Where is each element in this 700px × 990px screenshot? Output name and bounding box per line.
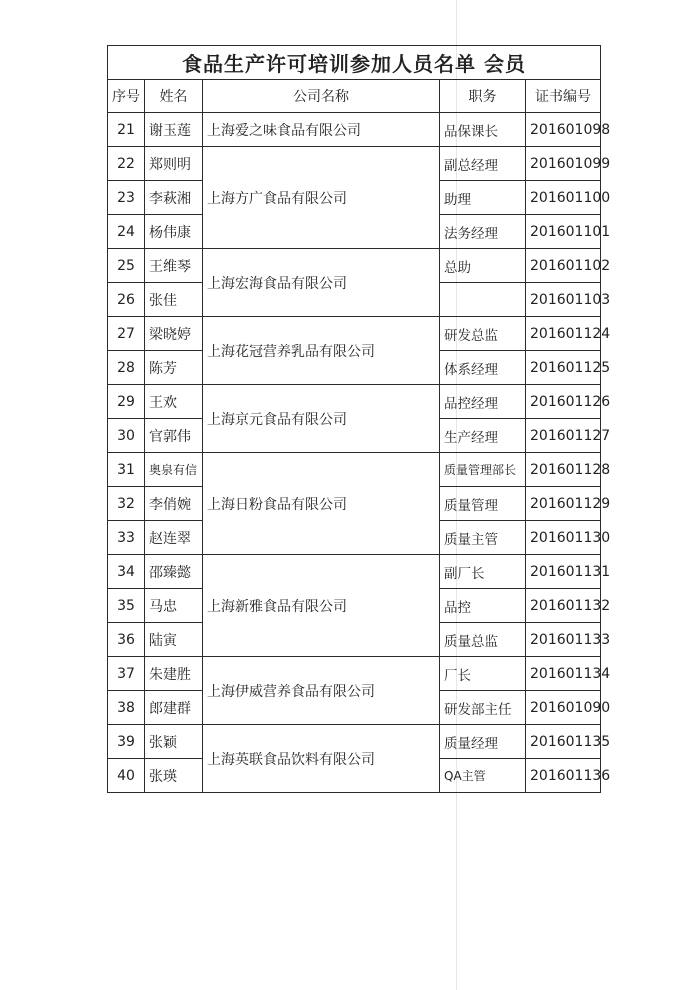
row-no: 28 — [108, 351, 145, 385]
row-no: 27 — [108, 317, 145, 351]
row-position: 品控 — [440, 589, 526, 623]
row-position: 品控经理 — [440, 385, 526, 419]
row-name: 李俏婉 — [145, 487, 203, 521]
row-position: 质量经理 — [440, 725, 526, 759]
row-position: 品保课长 — [440, 113, 526, 147]
row-cert: 201601102 — [526, 249, 601, 283]
row-cert: 201601124 — [526, 317, 601, 351]
row-name: 奥泉有信 — [145, 453, 203, 487]
table-row — [108, 385, 601, 419]
page-title: 食品生产许可培训参加人员名单 会员 — [108, 46, 601, 80]
row-name: 官郭伟 — [145, 419, 203, 453]
table-row — [108, 453, 601, 487]
row-position: 质量管理 — [440, 487, 526, 521]
row-name: 杨伟康 — [145, 215, 203, 249]
row-position: 法务经理 — [440, 215, 526, 249]
row-name: 陈芳 — [145, 351, 203, 385]
row-cert: 201601131 — [526, 555, 601, 589]
row-cert: 201601090 — [526, 691, 601, 725]
row-no: 38 — [108, 691, 145, 725]
row-company: 上海爱之味食品有限公司 — [203, 113, 440, 147]
row-position: QA主管 — [440, 759, 526, 793]
row-name: 张瑛 — [145, 759, 203, 793]
row-no: 37 — [108, 657, 145, 691]
row-name: 郑则明 — [145, 147, 203, 181]
roster-table — [107, 45, 611, 793]
header-company: 公司名称 — [203, 80, 440, 113]
row-position: 副总经理 — [440, 147, 526, 181]
header-no: 序号 — [108, 80, 145, 113]
row-company: 上海方广食品有限公司 — [203, 147, 440, 249]
row-cert: 201601101 — [526, 215, 601, 249]
row-no: 30 — [108, 419, 145, 453]
row-cert: 201601129 — [526, 487, 601, 521]
header-position: 职务 — [440, 80, 526, 113]
row-company: 上海英联食品饮料有限公司 — [203, 725, 440, 793]
row-cert: 201601128 — [526, 453, 601, 487]
row-no: 22 — [108, 147, 145, 181]
row-name: 王维琴 — [145, 249, 203, 283]
row-cert: 201601135 — [526, 725, 601, 759]
table-row — [108, 147, 601, 181]
row-name: 李萩湘 — [145, 181, 203, 215]
row-cert: 201601127 — [526, 419, 601, 453]
row-position: 厂长 — [440, 657, 526, 691]
table-header-row — [108, 80, 601, 113]
row-cert: 201601134 — [526, 657, 601, 691]
row-name: 谢玉莲 — [145, 113, 203, 147]
row-cert: 201601130 — [526, 521, 601, 555]
table-row — [108, 725, 601, 759]
row-name: 陆寅 — [145, 623, 203, 657]
row-cert: 201601103 — [526, 283, 601, 317]
row-cert: 201601133 — [526, 623, 601, 657]
row-position: 质量总监 — [440, 623, 526, 657]
row-cert: 201601125 — [526, 351, 601, 385]
row-company: 上海新雅食品有限公司 — [203, 555, 440, 657]
header-name: 姓名 — [145, 80, 203, 113]
row-no: 33 — [108, 521, 145, 555]
row-company: 上海伊威营养食品有限公司 — [203, 657, 440, 725]
row-position: 助理 — [440, 181, 526, 215]
table-row — [108, 249, 601, 283]
row-no: 39 — [108, 725, 145, 759]
row-name: 郎建群 — [145, 691, 203, 725]
row-company: 上海日粉食品有限公司 — [203, 453, 440, 555]
row-name: 朱建胜 — [145, 657, 203, 691]
row-no: 36 — [108, 623, 145, 657]
row-position: 研发总监 — [440, 317, 526, 351]
row-no: 32 — [108, 487, 145, 521]
row-no: 31 — [108, 453, 145, 487]
row-no: 40 — [108, 759, 145, 793]
row-cert: 201601126 — [526, 385, 601, 419]
row-no: 25 — [108, 249, 145, 283]
row-no: 24 — [108, 215, 145, 249]
row-name: 张颖 — [145, 725, 203, 759]
row-position: 研发部主任 — [440, 691, 526, 725]
row-no: 26 — [108, 283, 145, 317]
row-no: 34 — [108, 555, 145, 589]
row-name: 梁晓婷 — [145, 317, 203, 351]
row-no: 35 — [108, 589, 145, 623]
header-cert: 证书编号 — [526, 80, 601, 113]
table-row — [108, 555, 601, 589]
row-name: 邵臻懿 — [145, 555, 203, 589]
row-position — [440, 283, 526, 317]
row-name: 张佳 — [145, 283, 203, 317]
row-position: 副厂长 — [440, 555, 526, 589]
row-name: 王欢 — [145, 385, 203, 419]
row-company: 上海宏海食品有限公司 — [203, 249, 440, 317]
row-name: 马忠 — [145, 589, 203, 623]
row-cert: 201601136 — [526, 759, 601, 793]
row-cert: 201601099 — [526, 147, 601, 181]
row-cert: 201601100 — [526, 181, 601, 215]
table-row — [108, 657, 601, 691]
row-name: 赵连翠 — [145, 521, 203, 555]
row-company: 上海京元食品有限公司 — [203, 385, 440, 453]
row-position: 质量管理部长 — [440, 453, 526, 487]
row-cert: 201601132 — [526, 589, 601, 623]
row-position: 体系经理 — [440, 351, 526, 385]
row-no: 21 — [108, 113, 145, 147]
table-row — [108, 113, 601, 147]
row-cert: 201601098 — [526, 113, 601, 147]
row-no: 23 — [108, 181, 145, 215]
row-no: 29 — [108, 385, 145, 419]
row-company: 上海花冠营养乳品有限公司 — [203, 317, 440, 385]
table-row — [108, 317, 601, 351]
row-position: 生产经理 — [440, 419, 526, 453]
row-position: 质量主管 — [440, 521, 526, 555]
row-position: 总助 — [440, 249, 526, 283]
